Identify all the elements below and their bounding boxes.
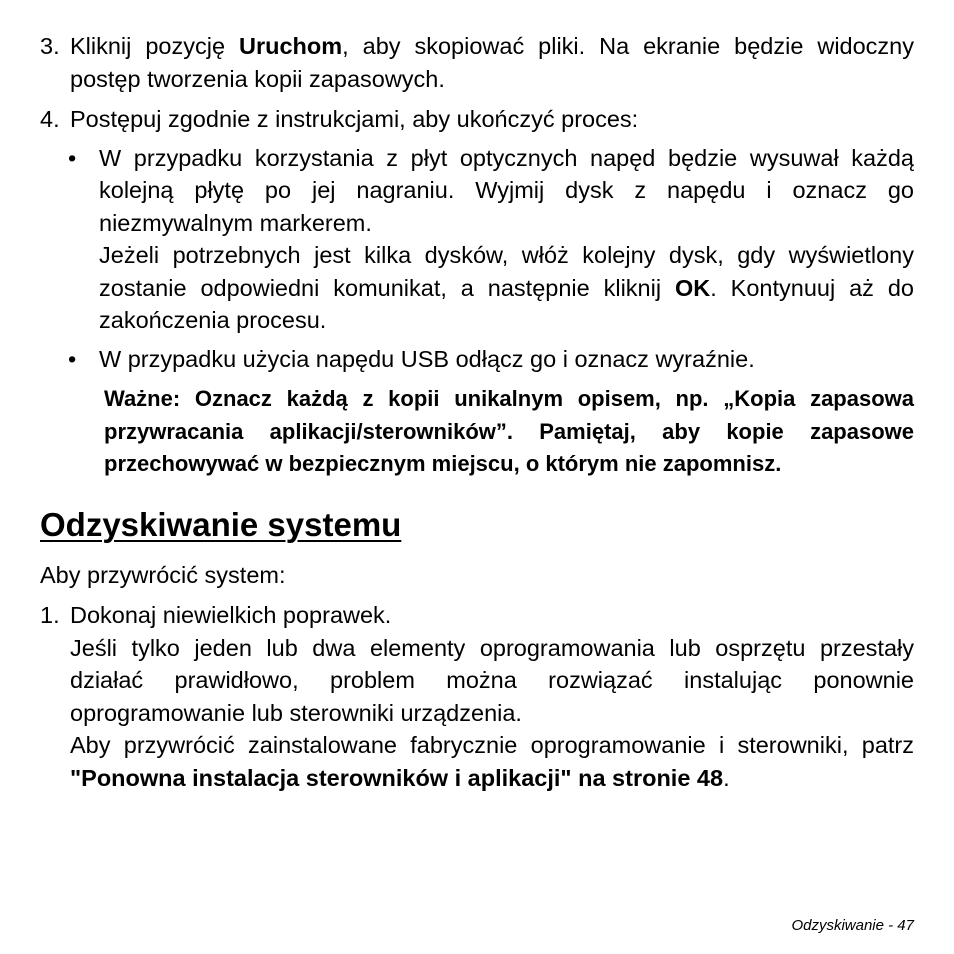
- step-text: Postępuj zgodnie z instrukcjami, aby ukończyć proces:: [70, 106, 639, 132]
- step-title: Dokonaj niewielkich poprawek.: [70, 602, 392, 628]
- step-number: 1.: [40, 602, 60, 628]
- page-body: [40, 30, 914, 794]
- paragraph-text: Aby przywrócić zainstalowane fabrycznie oprogramowanie i sterowniki, patrz: [70, 732, 914, 758]
- section-heading: Odzyskiwanie systemu: [40, 505, 402, 543]
- bullet-paragraph: W przypadku użycia napędu USB odłącz go i oznacz wyraźnie.: [99, 345, 755, 372]
- page-footer: Odzyskiwanie - 47: [791, 917, 914, 934]
- bullet-item-usb: [40, 343, 914, 376]
- intro-text: Aby przywrócić system:: [40, 561, 286, 588]
- step-text: , aby skopiować pliki. Na ekranie będzie widoczny postęp tworzenia kopii zapasowych.: [70, 33, 914, 92]
- cross-reference-link[interactable]: "Ponowna instalacja sterowników i aplikacji" na stronie 48: [70, 764, 724, 791]
- bullet-paragraph: [99, 239, 914, 337]
- step-text: Kliknij pozycję: [70, 33, 239, 59]
- paragraph-text: .: [723, 764, 730, 791]
- step-number: 3.: [40, 33, 60, 59]
- paragraph-text: . Kontynuuj aż do zakończenia procesu.: [99, 274, 914, 333]
- step-3: [40, 30, 914, 95]
- bullet-paragraph: W przypadku korzystania z płyt optycznych napęd będzie wysuwał każdą kolejną płytę po jej nagraniu. Wyjmij dysk z napędu i oznacz go niezmywalnym markerem.: [99, 144, 914, 236]
- paragraph-text: Jeżeli potrzebnych jest kilka dysków, włóż kolejny dysk, gdy wyświetlony zostanie odpowiedni komunikat, a następnie kliknij: [99, 242, 914, 301]
- step-1: [40, 599, 914, 794]
- bullet-icon: •: [68, 345, 77, 372]
- bullet-icon: •: [68, 144, 77, 171]
- run-option-label: Uruchom: [238, 33, 343, 59]
- step-paragraph: Jeśli tylko jeden lub dwa elementy oprogramowania lub osprzętu przestały działać prawidłowo, problem można rozwiązać instalując ponownie oprogramowanie lub sterowniki urządzenia.: [70, 634, 914, 726]
- ok-label: OK: [674, 274, 711, 301]
- bullet-item-optical: [40, 142, 914, 337]
- step-4: [40, 103, 914, 136]
- step-paragraph: [70, 729, 914, 794]
- important-note: Ważne: Oznacz każdą z kopii unikalnym opisem, np. „Kopia zapasowa przywracania aplikacji/sterowników”. Pamiętaj, aby kopie zapasowe przechowywać w bezpiecznym miejscu, o którym nie zapomnisz.: [104, 386, 914, 476]
- step-number: 4.: [40, 106, 60, 132]
